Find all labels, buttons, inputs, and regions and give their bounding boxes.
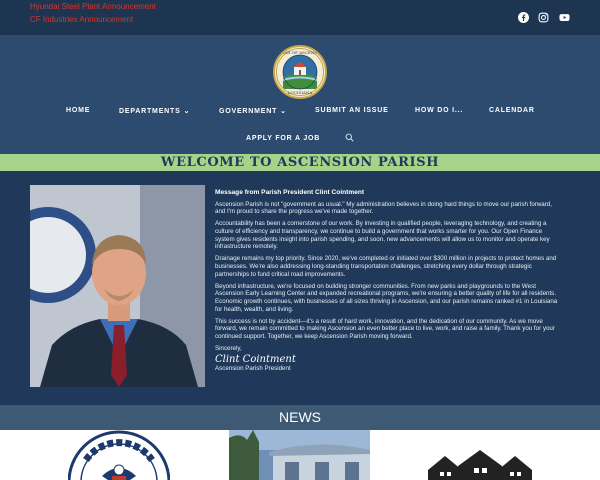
message-paragraph: Drainage remains my top priority. Since 2020, we've completed or initiated over $300 million in projects to protect homes and businesses. We're also addressing long-standing transportation challenges, stretching every dollar through strategic partnerships to fund critical road improvements. — [215, 255, 557, 278]
top-bar — [0, 0, 600, 36]
nav-calendar[interactable] — [489, 107, 535, 114]
president-signature: Clint Cointment — [215, 353, 296, 365]
message-paragraph: Beyond infrastructure, we're focused on building stronger communities. From new parks and playgrounds to the West Ascension Early Learning Center and expanded recreational programs, we're ensuring a better quality of life for all residents. Economic growth continues, with businesses of all sizes thriving in Ascension, and our parish remains ranked #1 in Louisiana for health, wealth, and living. — [215, 282, 558, 313]
nav-apply-job-label: APPLY FOR A JOB — [246, 135, 321, 142]
nav-how-do-i[interactable] — [415, 107, 463, 114]
chevron-down-icon: ⌄ — [280, 108, 287, 115]
president-message — [215, 189, 560, 372]
news-card-photo[interactable] — [229, 430, 370, 480]
chevron-down-icon: ⌄ — [183, 108, 191, 115]
search-icon[interactable] — [345, 133, 354, 142]
message-paragraph: Ascension Parish is not "government as usual." My administration believes in doing hard things to move our parish forward, and I'm proud to share the progress we've made together. — [215, 200, 552, 216]
message-paragraph: This success is not by accident—it's a result of hard work, innovation, and the dedication of our community. As we move forward, we remain committed to making Ascension an even better place to live, work, and raise a family. Thank you for your continued support. Together, we keep Ascension Parish moving forward. — [215, 317, 555, 340]
nav-how-do-i-label: HOW DO I... — [415, 107, 464, 114]
signer-title: Ascension Parish President — [215, 364, 291, 372]
news-card-housing[interactable] — [428, 430, 532, 480]
welcome-banner: WELCOME TO ASCENSION PARISH — [0, 154, 600, 171]
news-cards — [0, 430, 600, 480]
nav-apply-job[interactable] — [246, 135, 320, 142]
nav-home[interactable] — [66, 107, 90, 114]
nav-departments-label: DEPARTMENTS — [119, 107, 181, 115]
parish-seal-logo[interactable] — [273, 45, 327, 99]
nav-government[interactable] — [219, 107, 287, 115]
nav-submit-issue-label: SUBMIT AN ISSUE — [315, 107, 389, 114]
message-title: Message from Parish President Clint Cointment — [215, 189, 365, 196]
message-sign-off: Sincerely, — [215, 345, 242, 353]
news-heading: NEWS — [0, 405, 600, 430]
news-card-dhs-seal[interactable] — [68, 430, 170, 480]
logo-ring-top: PARISH OF ASCENSION — [275, 50, 325, 55]
nav-government-label: GOVERNMENT — [219, 107, 278, 115]
logo-ring-bottom: LOUISIANA — [287, 90, 313, 95]
message-paragraph: Accountability has been a cornerstone of our work. By investing in qualified people, leveraging technology, and creating a culture of efficiency and transparency, we continue to build a government that works smarter for you. Our Open Finance system gives residents insight into parish spending, and soon, new advancements will allow us to monitor and operate key infrastructure remotely. — [215, 220, 550, 251]
announcement-link-cf-industries[interactable]: CF Industries Announcement — [30, 15, 134, 24]
nav-home-label: HOME — [66, 107, 91, 114]
nav-submit-issue[interactable] — [315, 107, 389, 114]
nav-calendar-label: CALENDAR — [489, 107, 535, 114]
nav-departments[interactable] — [119, 107, 190, 115]
president-photo — [30, 185, 205, 387]
president-message-section — [0, 171, 600, 405]
instagram-icon[interactable] — [538, 12, 549, 23]
announcement-link-hyundai[interactable]: Hyundai Steel Plant Announcement — [30, 2, 156, 11]
youtube-icon[interactable] — [559, 12, 570, 23]
facebook-icon[interactable] — [518, 12, 529, 23]
